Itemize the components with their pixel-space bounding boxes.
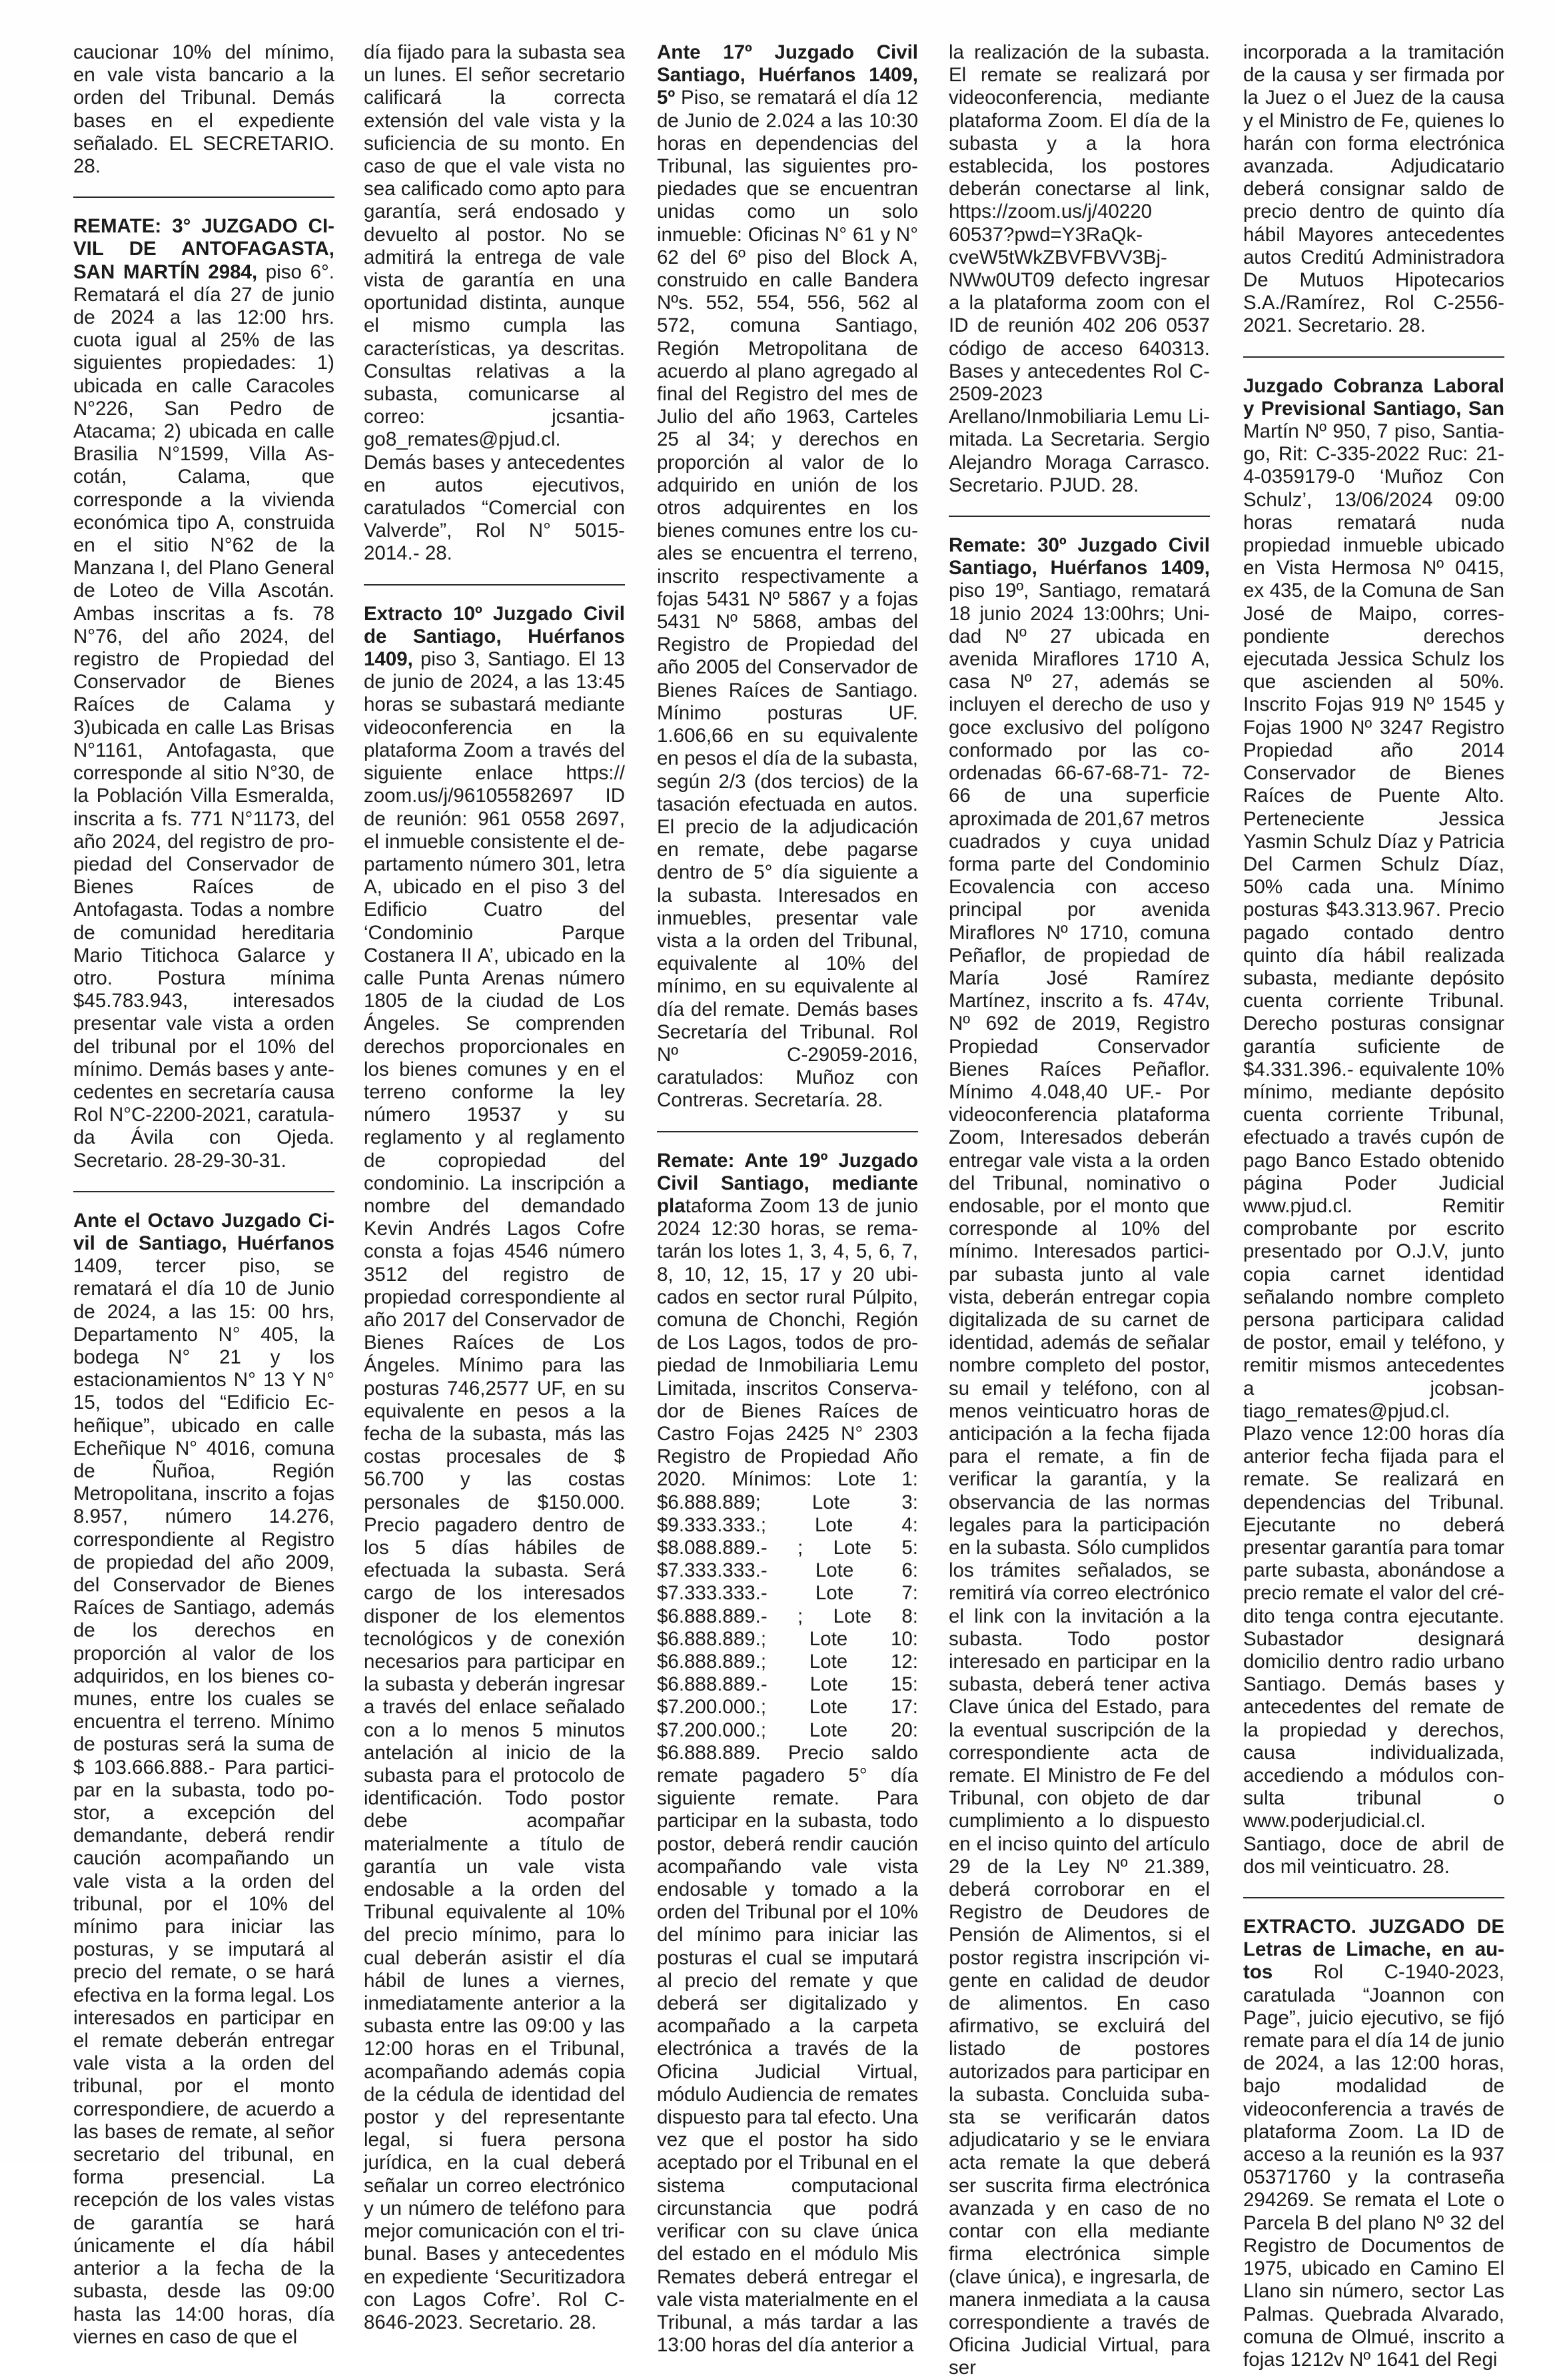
legal-notice: [73, 215, 334, 1172]
column-2: [364, 41, 625, 2333]
notice-body: día fijado para la subasta sea un lunes. El señor secretario calificará la correcta extensión del vale vista y la suficiencia de su monto. En caso de que el vale vista no sea calificado como apto para garantía, será endosado y devuelto al postor. No se admitirá la entrega de vale vista de garantía en una oportunidad distinta, aunque el mismo cumpla las características, ya descritas. Consultas relativas a la subasta, comunicarse al correo: jcsantiago8_remates@pjud.cl. Demás bases y antecedentes en autos ejecutivos, caratulados “Comercial con Valverde”, Rol N° 5015-2014.- 28.: [364, 41, 625, 565]
legal-notice: [364, 41, 625, 566]
notice-heading: Ante el Octavo Juzgado Civil de Santiago, Huérfanos: [73, 1209, 334, 1254]
notice-body: piso 6°. Rematará el día 27 de junio de 2024 a las 12:00 hrs. cuota igual al 25% de las siguientes propiedades: 1) ubicada en calle Caracoles N°226, San Pedro de Atacama; 2) ubicada en calle Brasilia N°1599, Villa Ascotán, Calama, que corresponde a la vivienda económica tipo A, construida en el sitio N°62 de la Manzana I, del Plano General de Loteo de Villa Ascotán. Ambas inscritas a fs. 78 N°76, del año 2024, del registro de Propiedad del Conservador de Bienes Raíces de Calama y 3)ubicada en calle Las Brisas N°1161, Antofagasta, que corresponde al sitio N°30, de la Población Villa Esmeralda, inscrita a fs. 771 N°1173, del año 2024, del registro de propiedad del Conservador de Bienes Raíces de Antofagasta. Todas a nombre de comunidad hereditaria Mario Titichoca Galarce y otro. Postura mínima $45.783.943, interesados presentar vale vista a orden del tribunal por el 10% del mínimo. Demás bases y antecedentes en secretaría causa Rol N°C-2200-2021, caratulada Ávila con Ojeda. Secretario. 28-29-30-31.: [73, 260, 334, 1172]
notice-body: la realización de la subasta. El remate se realizará por videoconferencia, mediante plataforma Zoom. El día de la subasta y a la hora establecida, los postores deberán conectarse al link, https://zoom.us/j/40220 60537?pwd=Y3RaQkcveW5tWkZBVFBVV3BjNWw0UT09 defecto ingresar a la plataforma zoom con el ID de reunión 402 206 0537 código de acceso 640313. Bases y antecedentes Rol C-2509-2023 Arellano/Inmobiliaria Lemu Limitada. La Secretaria. Sergio Alejandro Moraga Carrasco. Secretario. PJUD. 28.: [949, 41, 1210, 496]
notice-body: taforma Zoom 13 de junio 2024 12:30 horas, se rematarán los lotes 1, 3, 4, 5, 6, 7, 8, 10, 12, 15, 17 y 20 ubicados en sector rural Púlpito, comuna de Chonchi, Región de Los Lagos, todos de propiedad de Inmobiliaria Lemu Limitada, inscritos Conservador de Bienes Raíces de Castro Fojas 2425 N° 2303 Registro de Propiedad Año 2020. Mínimos: Lote 1: $6.888.889; Lote 3: $9.333.333.; Lote 4: $8.088.889.- ; Lote 5: $7.333.333.- Lote 6: $7.333.333.- Lote 7: $6.888.889.- ; Lote 8: $6.888.889.; Lote 10: $6.888.889.; Lote 12: $6.888.889.- Lote 15: $7.200.000.; Lote 17: $7.200.000.; Lote 20: $6.888.889. Precio saldo remate pagadero 5° día siguiente remate. Para participar en la subasta, todo postor, deberá rendir caución acompañando vale vista endosable y tomado a la orden del Tribunal por el 10% del mínimo para iniciar las posturas el cual se imputará al precio del remate y que deberá ser digitalizado y acompañado a la carpeta electrónica a través de la Oficina Judicial Virtual, módulo Audiencia de remates dispuesto para tal efecto. Una vez que el postor ha sido aceptado por el Tribunal en el sistema computacional circunstancia que podrá verificar con su clave única del estado en el módulo Mis Remates deberá entregar el vale vista materialmente en el Tribunal, a más tardar a las 13:00 horas del día anterior a: [657, 1194, 918, 2357]
notice-heading: Ante 17º Juzgado Civil Santiago, Huérfanos 1409, 5º: [657, 41, 918, 109]
notice-heading: Remate: Ante 19º Juzgado Civil Santiago, mediante pla: [657, 1149, 918, 1217]
notice-heading: Juzgado Cobranza Laboral y Previsional Santiago, San: [1243, 374, 1504, 420]
legal-notice: [73, 41, 334, 178]
notice-body: incorporada a la tramitación de la causa y ser firmada por la Juez o el Juez de la causa y el Ministro de Fe, quienes lo harán con forma electrónica avanzada. Adjudicatario deberá consignar saldo de precio dentro de quinto día hábil Mayores antecedentes autos Creditú Administradora De Mutuos Hipotecarios S.A./Ramírez, Rol C-2556-2021. Secretario. 28.: [1243, 41, 1504, 337]
legal-notice: [949, 534, 1210, 2379]
legal-notice: [657, 1150, 918, 2357]
notice-heading: Remate: 30º Juzgado Civil Santiago, Huérfanos 1409,: [949, 534, 1210, 580]
legal-notice: [1243, 1916, 1504, 2371]
notice-body: Rol C-1940-2023, caratulada “Joannon con Page”, juicio ejecutivo, se fijó remate para el día 14 de junio de 2024, a las 12:00 horas, bajo modalidad de videoconferencia a través de plataforma Zoom. La ID de acceso a la reunión es la 937 05371760 y la contraseña 294269. Se remata el Lote o Parcela B del plano Nº 32 del Registro de Documentos de 1975, ubicado en Camino El Llano sin número, sector Las Palmas. Quebrada Alvarado, comuna de Olmué, inscrito a fojas 1212v Nº 1641 del Regi: [1243, 1961, 1504, 2371]
legal-notice: [364, 603, 625, 2334]
notice-divider: [657, 1131, 918, 1132]
notice-divider: [73, 197, 334, 198]
legal-notice: [657, 41, 918, 1112]
notice-body: Piso, se rematará el día 12 de Junio de 2.024 a las 10:30 horas en dependencias del Tribunal, las siguientes propiedades que se encuentran unidas como un solo inmueble: Oficinas N° 61 y N° 62 del 6º piso del Block A, construido en calle Bandera Nºs. 552, 554, 556, 562 al 572, comuna Santiago, Región Metropolitana de acuerdo al plano agregado al final del Registro del mes de Julio del año 1963, Carteles 25 al 34; y derechos en proporción al valor de lo adquirido en unión de los otros adquirentes en los bienes comunes entre los cuales se encuentra el terreno, inscrito respectivamente a fojas 5431 Nº 5867 y a fojas 5431 Nº 5868, ambas del Registro de Propiedad del año 2005 del Conservador de Bienes Raíces de Santiago. Mínimo posturas UF. 1.606,66 en su equivalente en pesos el día de la subasta, según 2/3 (dos tercios) de la tasación efectuada en autos. El precio de la adjudicación en remate, debe pagarse dentro de 5° día siguiente a la subasta. Interesados en inmuebles, presentar vale vista a la orden del Tribunal, equivalente al 10% del mínimo, en su equivalente al día del remate. Demás bases Secretaría del Tribunal. Rol Nº C-29059-2016, caratulados: Muñoz con Contreras. Secretaría. 28.: [657, 87, 918, 1112]
notice-body: piso 19º, Santiago, rematará 18 junio 2024 13:00hrs; Unidad Nº 27 ubicada en avenida Miraflores 1710 A, casa Nº 27, además se incluyen el derecho de uso y goce exclusivo del polígono conformado por las coordenadas 66-67-68-71- 72-66 de una superficie aproximada de 201,67 metros cuadrados y cuya unidad forma parte del Condominio Ecovalencia con acceso principal por avenida Miraflores Nº 1710, comuna Peñaflor, de propiedad de María José Ramírez Martínez, inscrito a fs. 474v, Nº 692 de 2019, Registro Propiedad Conservador Bienes Raíces Peñaflor. Mínimo 4.048,40 UF.- Por videoconferencia plataforma Zoom, Interesados deberán entregar vale vista a la orden del Tribunal, nominativo o endosable, por el monto que corresponde al 10% del mínimo. Interesados participar subasta junto al vale vista, deberán entregar copia digitalizada de su carnet de identidad, además de señalar nombre completo del postor, su email y teléfono, con al menos veinticuatro horas de anticipación a la fecha fijada para el remate, a fin de verificar la garantía, y la observancia de las normas legales para la participación en la subasta. Sólo cumplidos los trámites señalados, se remitirá vía correo electrónico el link con la invitación a la subasta. Todo postor interesado en participar en la subasta, deberá tener activa Clave única del Estado, para la eventual suscripción de la correspondiente acta de remate. El Ministro de Fe del Tribunal, con objeto de dar cumplimiento a lo dispuesto en el inciso quinto del artículo 29 de la Ley Nº 21.389, deberá corroborar en el Registro de Deudores de Pensión de Alimentos, si el postor registra inscripción vigente en calidad de deudor de alimentos. En caso afirmativo, se excluirá del listado de postores autorizados para participar en la subasta. Concluida subasta se verificarán datos adjudicatario y se le enviara acta remate la que deberá ser suscrita firma electrónica avanzada y en caso de no contar con ella mediante firma electrónica simple (clave única), e ingresarla, de manera inmediata a la causa correspondiente a través de Oficina Judicial Virtual, para ser: [949, 580, 1210, 2379]
notice-divider: [949, 516, 1210, 517]
legal-notice: [1243, 41, 1504, 338]
legal-notice: [1243, 375, 1504, 1878]
column-4: [949, 41, 1210, 2379]
notice-body: Martín Nº 950, 7 piso, Santiago, Rit: C-335-2022 Ruc: 21-4-0359179-0 ‘Muñoz Con Schulz’, 13/06/2024 09:00 horas rematará nuda propiedad inmueble ubicado en Vista Hermosa Nº 0415, ex 435, de la Comuna de San José de Maipo, correspondiente derechos ejecutada Jessica Schulz los que ascienden al 50%. Inscrito Fojas 919 Nº 1545 y Fojas 1900 Nº 3247 Registro Propiedad año 2014 Conservador de Bienes Raíces de Puente Alto. Perteneciente Jessica Yasmin Schulz Díaz y Patricia Del Carmen Schulz Díaz, 50% cada una. Mínimo posturas $43.313.967. Precio pagado contado dentro quinto día hábil realizada subasta, mediante depósito cuenta corriente Tribunal. Derecho posturas consignar garantía suficiente de $4.331.396.- equivalente 10% mínimo, mediante depósito cuenta corriente Tribunal, efectuado a través cupón de pago Banco Estado obtenido página Poder Judicial www.pjud.cl. Remitir comprobante por escrito presentado por O.J.V, junto copia carnet identidad señalando nombre completo persona participara calidad de postor, email y teléfono, y remitir mismos antecedentes a jcobsantiago_remates@pjud.cl. Plazo vence 12:00 horas día anterior fecha fijada para el remate. Se realizará en dependencias del Tribunal. Ejecutante no deberá presentar garantía para tomar parte subasta, abonándose a precio remate el valor del crédito tenga contra ejecutante. Subastador designará domicilio dentro radio urbano Santiago. Demás bases y antecedentes del remate de la propiedad y derechos, causa individualizada, accediendo a módulos consulta tribunal o www.poderjudicial.cl. Santiago, doce de abril de dos mil veinticuatro. 28.: [1243, 420, 1504, 1878]
notice-heading: REMATE: 3° JUZGADO CIVIL DE ANTOFAGASTA, SAN MARTÍN 2984,: [73, 215, 334, 283]
column-3: [657, 41, 918, 2357]
legal-notice: [949, 41, 1210, 497]
notice-divider: [1243, 1897, 1504, 1898]
notice-body: 1409, tercer piso, se rematará el día 10 de Junio de 2024, a las 15: 00 hrs, Departamento N° 405, la bodega N° 21 y los estacionamientos N° 13 Y N° 15, todos del “Edificio Echeñique”, ubicado en calle Echeñique N° 4016, comuna de Ñuñoa, Región Metropolitana, inscrito a fojas 8.957, número 14.276, correspondiente al Registro de propiedad del año 2009, del Conservador de Bienes Raíces de Santiago, además de los derechos en proporción al valor de los adquiridos, en los bienes comunes, entre los cuales se encuentra el terreno. Mínimo de posturas será la suma de $ 103.666.888.- Para participar en la subasta, todo postor, a excepción del demandante, deberá rendir caución acompañando un vale vista a la orden del tribunal, por el 10% del mínimo para iniciar las posturas, y se imputará al precio del remate, o se hará efectiva en la forma legal. Los interesados en participar en el remate deberán entregar vale vista a la orden del tribunal, por el monto correspondiere, de acuerdo a las bases de remate, al señor secretario del tribunal, en forma presencial. La recepción de los vales vistas de garantía se hará únicamente el día hábil anterior a la fecha de la subasta, desde las 09:00 hasta las 14:00 horas, día viernes en caso de que el: [73, 1255, 334, 2348]
notice-divider: [73, 1191, 334, 1192]
notice-divider: [1243, 356, 1504, 358]
column-5: [1243, 41, 1504, 2371]
notice-divider: [364, 584, 625, 586]
notice-body: caucionar 10% del mínimo, en vale vista bancario a la orden del Tribunal. Demás bases en el expediente señalado. EL SECRETARIO. 28.: [73, 41, 334, 178]
column-1: [73, 41, 334, 2348]
notice-body: piso 3, Santiago. El 13 de junio de 2024, a las 13:45 horas se subastará mediante videoconferencia en la plataforma Zoom a través del siguiente enlace https:// zoom.us/j/96105582697 ID de reunión: 961 0558 2697, el inmueble consistente el departamento número 301, letra A, ubicado en el piso 3 del Edificio Cuatro del ‘Condominio Parque Costanera II A’, ubicado en la calle Punta Arenas número 1805 de la ciudad de Los Ángeles. Se comprenden derechos proporcionales en los bienes comunes y en el terreno conforme la ley número 19537 y su reglamento y al reglamento de copropiedad del condominio. La inscripción a nombre del demandado Kevin Andrés Lagos Cofre consta a fojas 4546 número 3512 del registro de propiedad correspondiente al año 2017 del Conservador de Bienes Raíces de Los Ángeles. Mínimo para las posturas 746,2577 UF, en su equivalente en pesos a la fecha de la subasta, más las costas procesales de $ 56.700 y las costas personales de $150.000. Precio pagadero dentro de los 5 días hábiles de efectuada la subasta. Será cargo de los interesados disponer de los elementos tecnológicos y de conexión necesarios para participar en la subasta y deberán ingresar a través del enlace señalado con a lo menos 5 minutos antelación al inicio de la subasta para el protocolo de identificación. Todo postor debe acompañar materialmente a título de garantía un vale vista endosable a la orden del Tribunal equivalente al 10% del precio mínimo, para lo cual deberán asistir el día hábil de lunes a viernes, inmediatamente anterior a la subasta entre las 09:00 y las 12:00 horas en el Tribunal, acompañando además copia de la cédula de identidad del postor y del representante legal, si fuera persona jurídica, en la cual deberá señalar un correo electrónico y un número de teléfono para mejor comunicación con el tribunal. Bases y antecedentes en expediente ‘Securitizadora con Lagos Cofre’. Rol C-8646-2023. Secretario. 28.: [364, 648, 625, 2333]
notice-heading: Extracto 10º Juzgado Civil de Santiago, Huérfanos 1409,: [364, 602, 625, 671]
legal-notice: [73, 1210, 334, 2349]
notice-heading: EXTRACTO. JUZGADO DE Letras de Limache, en autos: [1243, 1916, 1504, 1984]
